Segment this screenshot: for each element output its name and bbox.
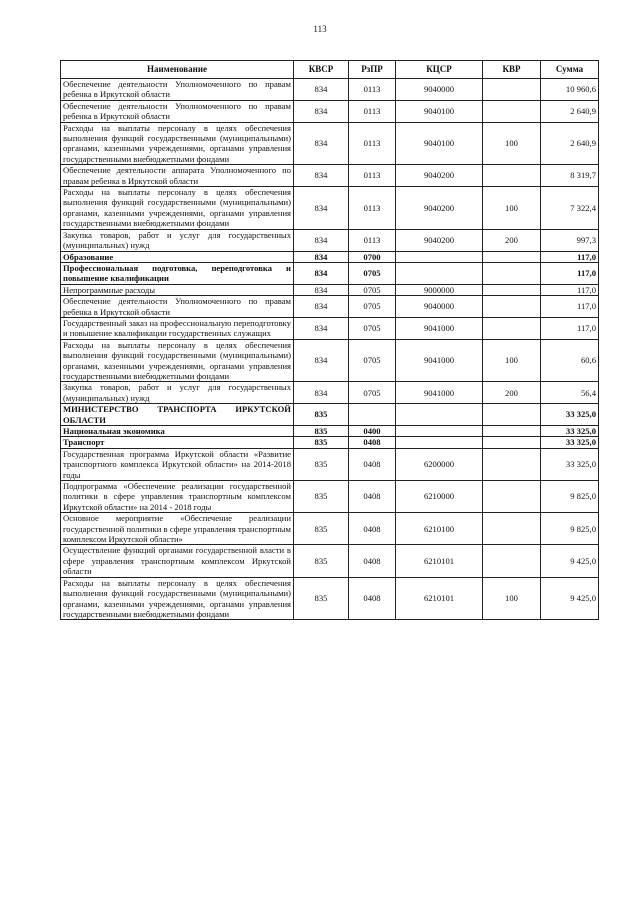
cell-name: Профессиональная подготовка, переподготовка и повышение квалификации (61, 262, 294, 284)
cell-kvr (483, 251, 541, 262)
cell-kvsr: 834 (294, 229, 349, 251)
table-row (61, 437, 599, 448)
cell-rzpr: 0113 (349, 229, 396, 251)
cell-rzpr: 0408 (349, 577, 396, 620)
cell-kvsr: 834 (294, 382, 349, 404)
cell-kvsr: 834 (294, 296, 349, 318)
cell-sum: 10 960,6 (541, 79, 599, 101)
cell-sum: 8 319,7 (541, 165, 599, 187)
table-header-row (61, 61, 599, 79)
cell-name: Расходы на выплаты персоналу в целях обеспечения выполнения функций государственными (муниципальными) органами, казенными учреждениями, органами управления государственными внебюджетными фондами (61, 577, 294, 620)
cell-name: Закупка товаров, работ и услуг для государственных (муниципальных) нужд (61, 382, 294, 404)
cell-sum: 117,0 (541, 262, 599, 284)
cell-kcsr: 9040000 (396, 79, 483, 101)
cell-kcsr: 9041000 (396, 317, 483, 339)
table-row (61, 448, 599, 480)
table-row (61, 262, 599, 284)
cell-kvr (483, 404, 541, 426)
table-row (61, 513, 599, 545)
table-row (61, 165, 599, 187)
cell-sum: 117,0 (541, 296, 599, 318)
table-row (61, 577, 599, 620)
cell-name: Непрограммные расходы (61, 284, 294, 295)
cell-sum: 117,0 (541, 317, 599, 339)
cell-kvsr: 835 (294, 448, 349, 480)
cell-kvr (483, 317, 541, 339)
cell-kvsr: 834 (294, 79, 349, 101)
cell-kvsr: 834 (294, 317, 349, 339)
cell-sum: 117,0 (541, 284, 599, 295)
column-header-kvsr: КВСР (294, 61, 349, 79)
cell-kcsr: 9041000 (396, 339, 483, 382)
cell-sum: 117,0 (541, 251, 599, 262)
cell-kcsr: 9040100 (396, 122, 483, 165)
cell-kvr: 200 (483, 229, 541, 251)
cell-kcsr (396, 404, 483, 426)
cell-kvsr: 835 (294, 437, 349, 448)
cell-rzpr: 0408 (349, 481, 396, 513)
cell-name: Государственный заказ на профессиональную переподготовку и повышение квалификации государственных служащих (61, 317, 294, 339)
table-row (61, 426, 599, 437)
table-row (61, 296, 599, 318)
cell-kvsr: 835 (294, 481, 349, 513)
cell-kcsr: 9040100 (396, 100, 483, 122)
cell-kcsr: 9040200 (396, 187, 483, 230)
column-header-kvr: КВР (483, 61, 541, 79)
cell-sum: 33 325,0 (541, 404, 599, 426)
cell-kvr (483, 437, 541, 448)
cell-kvr (483, 513, 541, 545)
cell-kvsr: 835 (294, 513, 349, 545)
table-row (61, 545, 599, 577)
cell-rzpr: 0113 (349, 122, 396, 165)
cell-sum: 9 425,0 (541, 545, 599, 577)
cell-kvsr: 835 (294, 577, 349, 620)
cell-kcsr (396, 437, 483, 448)
table-row (61, 284, 599, 295)
cell-kcsr: 9040000 (396, 296, 483, 318)
cell-sum: 2 640,9 (541, 100, 599, 122)
cell-name: Основное мероприятие «Обеспечение реализации государственной политики в сфере управления транспортным комплексом Иркутской области» (61, 513, 294, 545)
table-row (61, 79, 599, 101)
cell-kcsr: 9040200 (396, 165, 483, 187)
table-row (61, 229, 599, 251)
cell-rzpr: 0700 (349, 251, 396, 262)
page-number: 113 (313, 24, 327, 34)
cell-kcsr: 9040200 (396, 229, 483, 251)
cell-kvsr: 834 (294, 284, 349, 295)
cell-kvr (483, 296, 541, 318)
cell-name: Расходы на выплаты персоналу в целях обеспечения выполнения функций государственными (муниципальными) органами, казенными учреждениями, органами управления государственными внебюджетными фондами (61, 339, 294, 382)
cell-rzpr: 0113 (349, 100, 396, 122)
cell-sum: 33 325,0 (541, 426, 599, 437)
cell-name: МИНИСТЕРСТВО ТРАНСПОРТА ИРКУТСКОЙ ОБЛАСТИ (61, 404, 294, 426)
cell-kcsr (396, 251, 483, 262)
cell-kcsr: 9041000 (396, 382, 483, 404)
cell-kcsr: 6210101 (396, 577, 483, 620)
cell-rzpr: 0705 (349, 262, 396, 284)
cell-kvsr: 834 (294, 339, 349, 382)
table-row (61, 382, 599, 404)
table-row (61, 404, 599, 426)
cell-kvr (483, 284, 541, 295)
cell-rzpr: 0705 (349, 317, 396, 339)
cell-name: Обеспечение деятельности аппарата Уполномоченного по правам ребенка в Иркутской области (61, 165, 294, 187)
cell-rzpr: 0408 (349, 437, 396, 448)
cell-rzpr: 0408 (349, 513, 396, 545)
cell-name: Национальная экономика (61, 426, 294, 437)
cell-kvr: 100 (483, 187, 541, 230)
cell-name: Расходы на выплаты персоналу в целях обеспечения выполнения функций государственными (муниципальными) органами, казенными учреждениями, органами управления государственными внебюджетными фондами (61, 122, 294, 165)
cell-rzpr: 0408 (349, 545, 396, 577)
cell-kvr: 100 (483, 122, 541, 165)
cell-kvr (483, 448, 541, 480)
cell-kvsr: 834 (294, 187, 349, 230)
cell-rzpr: 0408 (349, 448, 396, 480)
cell-name: Транспорт (61, 437, 294, 448)
table-row (61, 317, 599, 339)
cell-name: Подпрограмма «Обеспечение реализации государственной политики в сфере управления транспортным комплексом Иркутской области» на 2014 - 2018 годы (61, 481, 294, 513)
cell-kvr (483, 100, 541, 122)
column-header-kcsr: КЦСР (396, 61, 483, 79)
column-header-sum: Сумма (541, 61, 599, 79)
cell-kvsr: 834 (294, 100, 349, 122)
cell-kvr (483, 79, 541, 101)
cell-kvsr: 835 (294, 545, 349, 577)
cell-kcsr: 6210100 (396, 513, 483, 545)
cell-name: Осуществление функций органами государственной власти в сфере управления транспортным комплексом Иркутской области (61, 545, 294, 577)
cell-rzpr: 0705 (349, 339, 396, 382)
cell-kcsr: 6210101 (396, 545, 483, 577)
cell-sum: 9 425,0 (541, 577, 599, 620)
cell-name: Образование (61, 251, 294, 262)
cell-kvsr: 834 (294, 122, 349, 165)
cell-rzpr: 0113 (349, 165, 396, 187)
cell-kvr (483, 426, 541, 437)
table-row (61, 251, 599, 262)
table-body (61, 79, 599, 620)
cell-sum: 7 322,4 (541, 187, 599, 230)
table-row (61, 187, 599, 230)
budget-table (60, 60, 599, 620)
cell-kvsr: 835 (294, 404, 349, 426)
cell-sum: 9 825,0 (541, 481, 599, 513)
cell-rzpr: 0705 (349, 284, 396, 295)
cell-rzpr: 0705 (349, 296, 396, 318)
cell-sum: 33 325,0 (541, 437, 599, 448)
cell-kvr: 100 (483, 577, 541, 620)
table-row (61, 339, 599, 382)
cell-kvr (483, 262, 541, 284)
cell-name: Обеспечение деятельности Уполномоченного по правам ребенка в Иркутской области (61, 100, 294, 122)
cell-sum: 60,6 (541, 339, 599, 382)
cell-name: Обеспечение деятельности Уполномоченного по правам ребенка в Иркутской области (61, 79, 294, 101)
cell-kvsr: 834 (294, 262, 349, 284)
cell-kcsr: 6200000 (396, 448, 483, 480)
cell-rzpr: 0705 (349, 382, 396, 404)
cell-name: Обеспечение деятельности Уполномоченного по правам ребенка в Иркутской области (61, 296, 294, 318)
table-row (61, 122, 599, 165)
cell-kvsr: 834 (294, 251, 349, 262)
cell-kcsr: 6210000 (396, 481, 483, 513)
cell-sum: 9 825,0 (541, 513, 599, 545)
column-header-name: Наименование (61, 61, 294, 79)
cell-kvsr: 834 (294, 165, 349, 187)
cell-kvr (483, 545, 541, 577)
cell-kvr: 100 (483, 339, 541, 382)
cell-name: Государственная программа Иркутской области «Развитие транспортного комплекса Иркутской области» на 2014-2018 годы (61, 448, 294, 480)
cell-rzpr: 0113 (349, 79, 396, 101)
table-row (61, 100, 599, 122)
cell-sum: 997,3 (541, 229, 599, 251)
cell-rzpr: 0113 (349, 187, 396, 230)
cell-kvr (483, 481, 541, 513)
cell-kcsr: 9000000 (396, 284, 483, 295)
cell-kcsr (396, 426, 483, 437)
cell-name: Расходы на выплаты персоналу в целях обеспечения выполнения функций государственными (муниципальными) органами, казенными учреждениями, органами управления государственными внебюджетными фондами (61, 187, 294, 230)
cell-sum: 2 640,9 (541, 122, 599, 165)
cell-name: Закупка товаров, работ и услуг для государственных (муниципальных) нужд (61, 229, 294, 251)
cell-kvr (483, 165, 541, 187)
cell-rzpr: 0400 (349, 426, 396, 437)
cell-kvr: 200 (483, 382, 541, 404)
table-row (61, 481, 599, 513)
cell-rzpr (349, 404, 396, 426)
cell-sum: 56,4 (541, 382, 599, 404)
cell-kvsr: 835 (294, 426, 349, 437)
column-header-rzpr: РзПР (349, 61, 396, 79)
cell-kcsr (396, 262, 483, 284)
cell-sum: 33 325,0 (541, 448, 599, 480)
